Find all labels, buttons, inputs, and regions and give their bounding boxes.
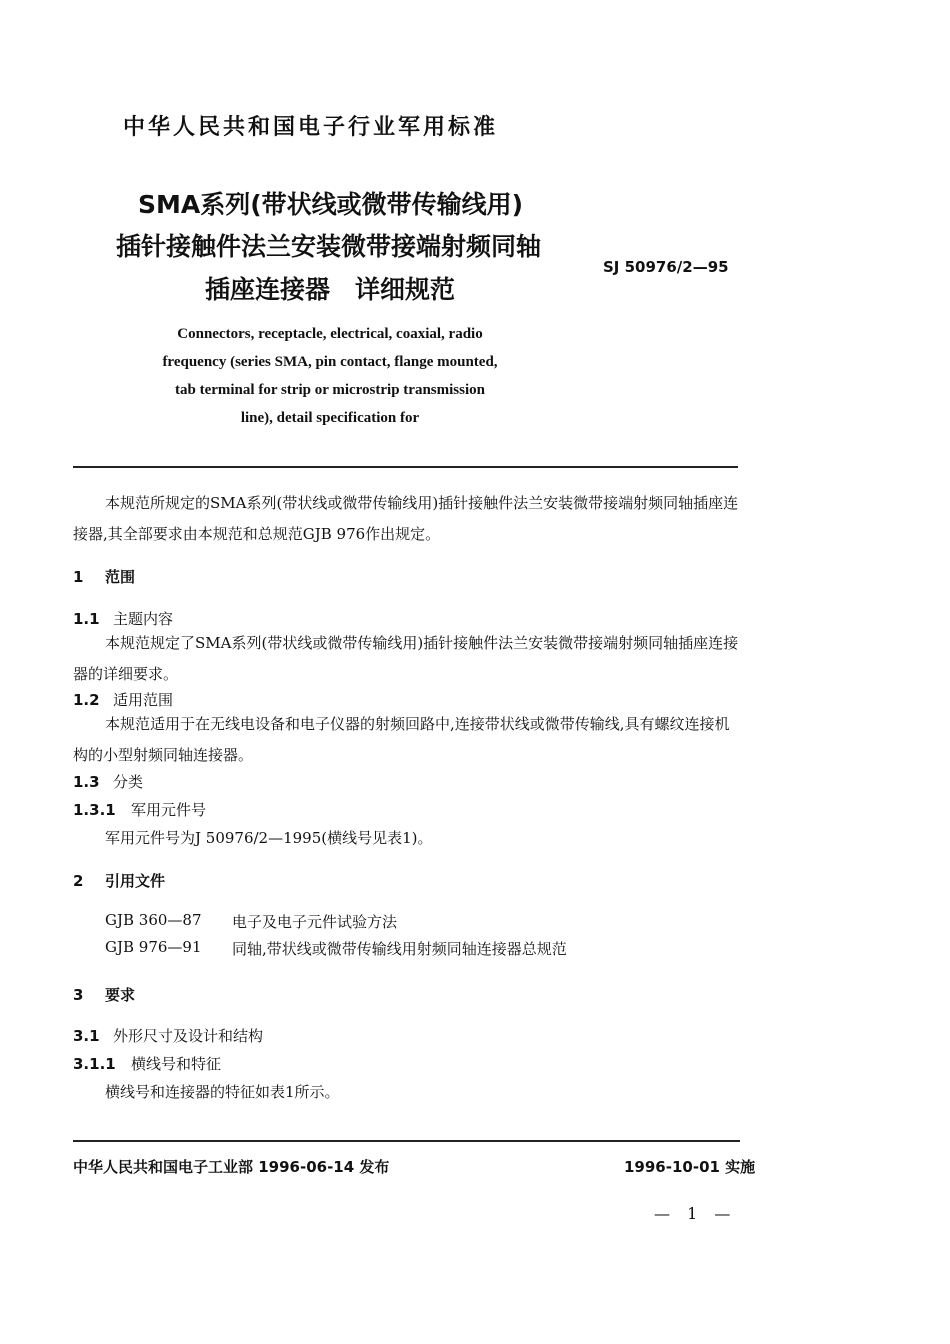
section-title: 要求 (105, 986, 136, 1004)
section-1-2-body: 本规范适用于在无线电设备和电子仪器的射频回路中,连接带状线或微带传输线,具有螺纹连接机构的小型射频同轴连接器。 (73, 715, 730, 764)
standard-category: 中华人民共和国电子行业军用标准 (123, 115, 499, 140)
standard-code: SJ 50976/2—95 (603, 258, 729, 276)
title-line-1: SMA系列(带状线或微带传输线用) (138, 190, 524, 219)
section-number: 1.2 (73, 691, 100, 709)
section-title: 适用范围 (113, 691, 174, 709)
english-title: Connectors, receptacle, electrical, coaxial, radio frequency (series SMA, pin contact, flange mounted, tab terminal for strip or microstrip transmission line), detail specification for (162, 326, 498, 426)
title-line-3: 插座连接器 详细规范 (205, 275, 456, 304)
section-number: 3.1 (73, 1027, 100, 1045)
reference-code: GJB 976—91 (105, 938, 202, 956)
title-line-2: 插针接触件法兰安装微带接端射频同轴 (116, 232, 542, 261)
reference-title: 同轴,带状线或微带传输线用射频同轴连接器总规范 (232, 940, 567, 958)
section-title: 引用文件 (105, 872, 166, 890)
section-title: 分类 (113, 773, 144, 791)
section-1-heading (73, 566, 135, 587)
reference-title: 电子及电子元件试验方法 (232, 913, 398, 931)
section-1-3-heading (73, 771, 143, 792)
page-number: — 1 — (654, 1204, 737, 1223)
section-1-3-1-body: 军用元件号为J 50976/2—1995(横线号见表1)。 (105, 829, 433, 847)
section-title: 横线号和特征 (131, 1055, 222, 1073)
section-title: 军用元件号 (131, 801, 207, 819)
section-3-1-1-heading (73, 1053, 221, 1074)
section-number: 1.3.1 (73, 801, 116, 819)
section-number: 1 (73, 568, 84, 586)
section-number: 1.3 (73, 773, 100, 791)
section-title: 外形尺寸及设计和结构 (113, 1027, 264, 1045)
section-3-1-1-body: 横线号和连接器的特征如表1所示。 (105, 1083, 340, 1101)
section-number: 3 (73, 986, 84, 1004)
intro-paragraph: 本规范所规定的SMA系列(带状线或微带传输线用)插针接触件法兰安装微带接端射频同轴插座连接器,其全部要求由本规范和总规范GJB 976作出规定。 (73, 494, 739, 543)
section-3-1-heading (73, 1025, 263, 1046)
issued-statement: 中华人民共和国电子工业部 1996-06-14 发布 (73, 1158, 390, 1176)
section-3-heading (73, 984, 135, 1005)
section-1-1-body: 本规范规定了SMA系列(带状线或微带传输线用)插针接触件法兰安装微带接端射频同轴插座连接器的详细要求。 (73, 634, 739, 683)
section-1-2-heading (73, 689, 173, 710)
section-title: 主题内容 (113, 610, 174, 628)
header-divider (73, 466, 738, 468)
section-number: 3.1.1 (73, 1055, 116, 1073)
section-number: 2 (73, 872, 84, 890)
reference-code: GJB 360—87 (105, 911, 202, 929)
section-1-1-heading (73, 608, 173, 629)
section-number: 1.1 (73, 610, 100, 628)
section-1-3-1-heading (73, 799, 206, 820)
section-2-heading (73, 870, 165, 891)
effective-date: 1996-10-01 实施 (624, 1158, 756, 1176)
footer-divider (73, 1140, 740, 1142)
section-title: 范围 (105, 568, 136, 586)
